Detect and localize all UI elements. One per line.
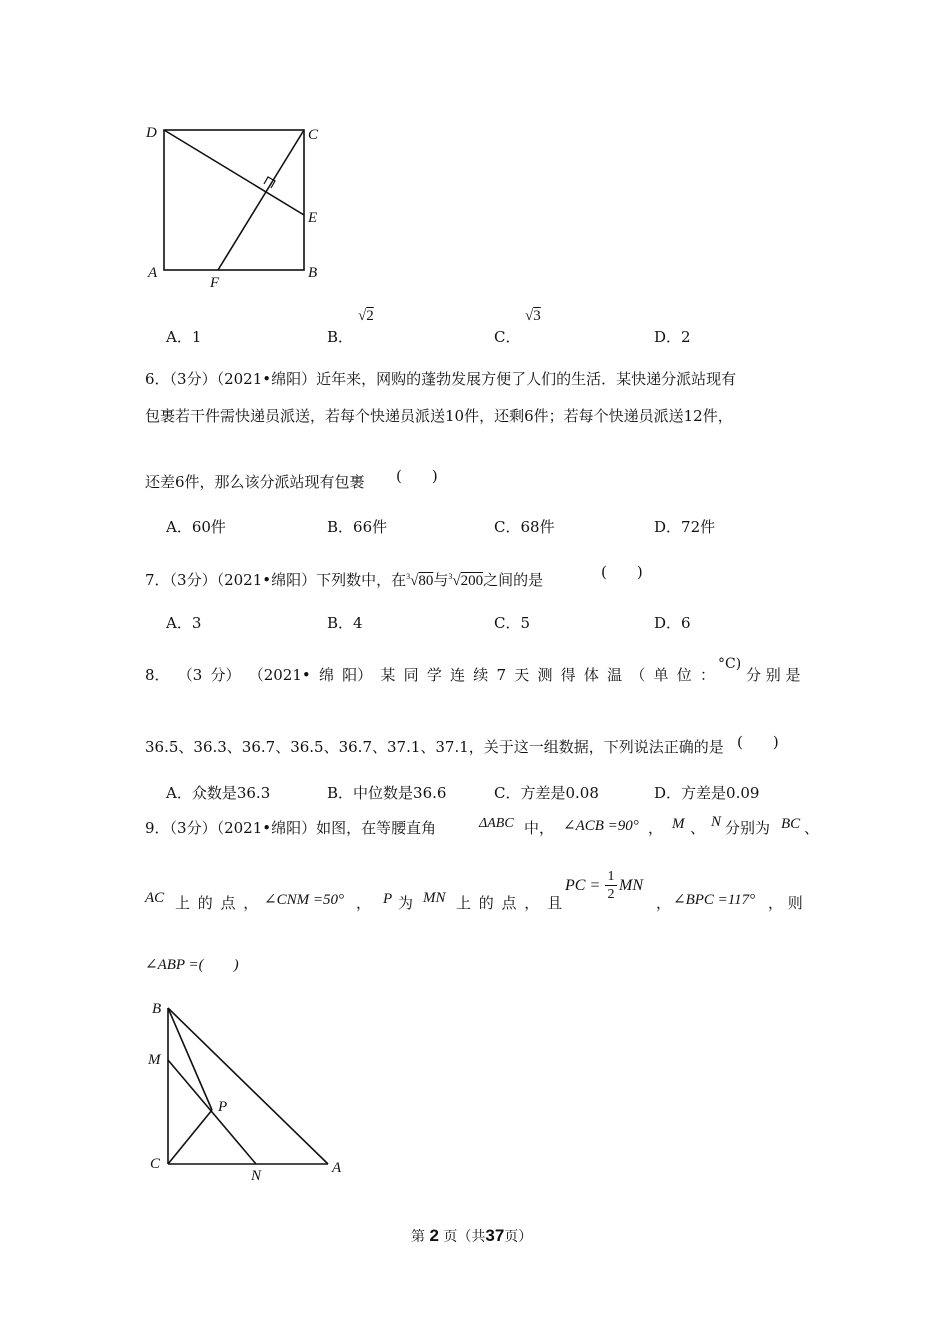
q7-line: 7．（3分）（2021•绵阳）下列数中，在$^3$√80与$^3$√200之间的是 — [145, 571, 544, 589]
label-c: C — [308, 127, 319, 143]
label-m: M — [148, 1052, 161, 1068]
q9-comma1: ， — [648, 819, 664, 837]
q8-line1-token: 位 — [676, 666, 692, 684]
q8-blank: ( ) — [737, 733, 779, 751]
q7-option-d: D．6 — [654, 614, 691, 632]
q9-m: M — [672, 816, 685, 832]
q9-fenbie: 分别为 — [725, 819, 771, 837]
q9-shang: 上 的 点 ， — [175, 894, 259, 912]
q9-angle-bpc: ∠BPC =117° — [673, 892, 756, 908]
q8-line1-token: 分） — [210, 666, 241, 684]
q9-pc-rhs: MN — [619, 877, 643, 894]
label-e: E — [308, 210, 318, 226]
segment-cf — [218, 130, 304, 270]
q8-line1-token: 体 — [583, 666, 599, 684]
q9-angle-acb: ∠ACB =90° — [563, 818, 639, 834]
label-b: B — [152, 1001, 162, 1017]
q9-shang2: 上 的 点 ， 且 — [456, 894, 563, 912]
q5-option-b: B． — [327, 328, 354, 346]
label-b: B — [308, 265, 318, 281]
label-n: N — [251, 1168, 262, 1184]
q8-line1-token: 阳） — [342, 666, 373, 684]
triangle-figure — [140, 995, 360, 1190]
q8-line1-tail: 分 别 是 — [746, 666, 801, 684]
q8-line1-token: ： — [699, 666, 715, 684]
q8-line1-token: 学 — [426, 666, 442, 684]
q9-dun2: 、 — [804, 819, 820, 837]
q7-option-c: C．5 — [494, 614, 531, 632]
page-footer: 第 2 页（共37页） — [411, 1226, 533, 1245]
segment-ba — [168, 1008, 328, 1164]
total-pages: 37 — [485, 1226, 505, 1245]
q8-line1-token: 温 — [607, 666, 623, 684]
q8-line1-token: 续 — [473, 666, 489, 684]
q9-angle-cnm: ∠CNM =50° — [264, 892, 344, 908]
q8-line1-token: 绵 — [318, 666, 334, 684]
sqrt3-expression: √3 — [525, 308, 541, 324]
q9-p: P — [383, 891, 393, 907]
q9-comma3: ， — [656, 894, 672, 912]
q8-line1-token: 某 — [380, 666, 396, 684]
q9-mn: MN — [423, 890, 446, 906]
label-f: F — [210, 275, 220, 291]
q8-line2: 36.5、36.3、36.7、36.5、36.7、37.1、37.1，关于这一组数据，下列说法正确的是 — [145, 738, 724, 756]
q6-line3: 还差6件，那么该分派站现有包裹 — [145, 473, 365, 491]
q8-option-d: D．方差是0.09 — [654, 784, 760, 802]
q8-option-c: C．方差是0.08 — [494, 784, 599, 802]
q9-comma2: ， — [356, 894, 372, 912]
q8-line1-token: 8． — [145, 666, 170, 684]
q9-frac-num: 1 — [605, 868, 617, 886]
q9-question: ∠ABP =( ) — [145, 957, 239, 973]
q8-line1-token: 单 — [653, 666, 669, 684]
q9-ac: AC — [145, 890, 165, 906]
q7-blank: ( ) — [601, 563, 643, 581]
square-figure — [140, 115, 340, 295]
segment-de — [164, 130, 304, 215]
q8-line1-token: （ — [630, 666, 646, 684]
q8-option-a: A．众数是36.3 — [166, 784, 271, 802]
q5-option-a: A．1 — [166, 328, 202, 346]
q9-line1-prefix: 9．（3分）（2021•绵阳）如图，在等腰直角 — [145, 819, 437, 837]
q8-line1-token: （3 — [177, 666, 203, 684]
q8-line1-token: 得 — [560, 666, 576, 684]
q8-line1 — [145, 665, 715, 685]
q7-option-a: A．3 — [166, 614, 202, 632]
q8-line1-token: 同 — [403, 666, 419, 684]
q9-mid1: 中， — [524, 819, 555, 837]
q5-option-c: C． — [494, 328, 521, 346]
q6-blank: ( ) — [396, 467, 438, 485]
segment-cp — [168, 1110, 212, 1164]
q8-line1-token: 测 — [537, 666, 553, 684]
label-p: P — [218, 1099, 228, 1115]
q9-wei: 为 — [398, 894, 414, 912]
q8-line1-token: 7 — [496, 666, 507, 684]
q8-line1-token: 天 — [514, 666, 530, 684]
q9-ze: ， 则 — [768, 894, 803, 912]
q9-triangle: ΔABC — [479, 816, 514, 831]
label-a: A — [148, 265, 158, 281]
q5-option-d: D．2 — [654, 328, 691, 346]
current-page: 2 — [429, 1226, 439, 1245]
cbrt-80: $^3$√80 — [406, 572, 434, 589]
q6-option-a: A．60件 — [166, 518, 226, 536]
segment-bp — [168, 1008, 212, 1110]
label-d: D — [146, 125, 157, 141]
q6-line2: 包裹若干件需快递员派送，若每个快递员派送10件，还剩6件；若每个快递员派送12件， — [145, 407, 733, 425]
q7-option-b: B．4 — [327, 614, 363, 632]
cbrt-200: $^3$√200 — [448, 572, 484, 589]
sqrt2-expression: √2 — [358, 308, 374, 324]
q6-option-b: B．66件 — [327, 518, 388, 536]
q9-n: N — [711, 814, 722, 830]
q8-option-b: B．中位数是36.6 — [327, 784, 447, 802]
q8-unit: °C) — [718, 656, 742, 672]
q6-line1: 6．（3分）（2021•绵阳）近年来，网购的蓬勃发展方便了人们的生活．某快递分派站现有 — [145, 370, 737, 388]
q9-pc-lhs: PC = — [565, 877, 601, 894]
q9-frac-den: 2 — [607, 887, 615, 902]
q6-option-c: C．68件 — [494, 518, 555, 536]
label-c: C — [150, 1156, 161, 1172]
q9-dun: 、 — [690, 819, 706, 837]
q8-line1-token: （2021• — [248, 666, 311, 684]
square-abcd — [164, 130, 304, 270]
q8-line1-token: 连 — [450, 666, 466, 684]
q6-option-d: D．72件 — [654, 518, 716, 536]
label-a: A — [332, 1160, 342, 1176]
q9-bc: BC — [781, 816, 801, 832]
